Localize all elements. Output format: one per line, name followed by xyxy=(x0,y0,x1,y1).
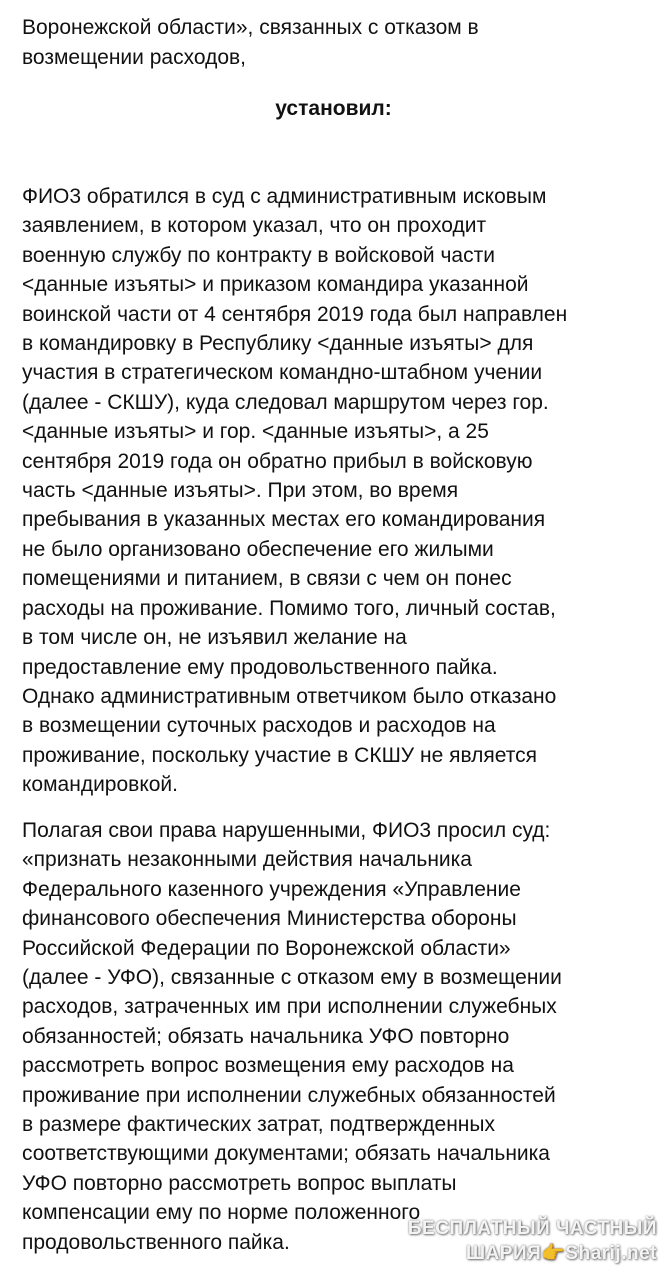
watermark-line: ШАРИЯ👉Sharij.net xyxy=(465,1243,657,1264)
text-line: (далее - УФО), связанные с отказом ему в возмещении xyxy=(22,966,562,990)
text-line: «признать незаконными действия начальника xyxy=(22,848,472,872)
text-line: командировкой. xyxy=(22,773,178,797)
text-line: <данные изъяты> и гор. <данные изъяты>, а 25 xyxy=(22,420,489,444)
text-line: Российской Федерации по Воронежской области» xyxy=(22,936,511,960)
section-heading: установил: xyxy=(275,97,392,120)
text-line: рассмотреть вопрос возмещения ему расходов на xyxy=(22,1054,514,1078)
text-line: возмещении расходов, xyxy=(22,45,246,69)
text-line: соответствующими документами; обязать начальника xyxy=(22,1142,550,1166)
text-line: помещениями и питанием, в связи с чем он понес xyxy=(22,567,512,591)
paragraph-claim xyxy=(22,182,652,800)
text-line: проживание при исполнении служебных обязанностей xyxy=(22,1083,556,1107)
text-line: (далее - СКШУ), куда следовал маршрутом через гор. xyxy=(22,390,549,414)
text-line: проживание, поскольку участие в СКШУ не является xyxy=(22,743,538,767)
text-line: часть <данные изъяты>. При этом, во время xyxy=(22,479,459,503)
text-line: финансового обеспечения Министерства обороны xyxy=(22,907,517,931)
text-line: предоставление ему продовольственного пайка. xyxy=(22,655,498,679)
text-line: расходы на проживание. Помимо того, личный состав, xyxy=(22,596,556,620)
text-line: заявлением, в котором указал, что он проходит xyxy=(22,214,487,238)
text-line: пребывания в указанных местах его командирования xyxy=(22,508,546,532)
text-line: <данные изъяты> и приказом командира указанной xyxy=(22,273,529,297)
text-line: в том числе он, не изъявил желание на xyxy=(22,626,407,650)
paragraph-request xyxy=(22,816,652,1257)
text-line: обязанностей; обязать начальника УФО повторно xyxy=(22,1024,510,1048)
text-line: продовольственного пайка. xyxy=(22,1230,290,1254)
text-line: в командировку в Республику <данные изъяты> для xyxy=(22,332,534,356)
text-line: в возмещении суточных расходов и расходов на xyxy=(22,714,496,738)
text-line: сентября 2019 года он обратно прибыл в войсковую xyxy=(22,449,533,473)
text-line: УФО повторно рассмотреть вопрос выплаты xyxy=(22,1171,457,1195)
text-line: военную службу по контракту в войсковой части xyxy=(22,243,495,267)
text-line: воинской части от 4 сентября 2019 года был направлен xyxy=(22,302,568,326)
text-line: компенсации ему по норме положенного xyxy=(22,1201,421,1225)
text-line: Однако административным ответчиком было отказано xyxy=(22,684,557,708)
top-text-fragment xyxy=(22,0,652,72)
text-line: Воронежской области», связанных с отказом в xyxy=(22,16,479,40)
partial-line xyxy=(22,0,652,13)
text-line: расходов, затраченных им при исполнении служебных xyxy=(22,995,557,1019)
text-line: ФИО3 обратился в суд с административным исковым xyxy=(22,185,547,208)
text-line: в размере фактических затрат, подтвержденных xyxy=(22,1113,495,1137)
text-line: не было организовано обеспечение его жилыми xyxy=(22,537,494,561)
text-line: Федерального казенного учреждения «Управление xyxy=(22,877,521,901)
text-line: Полагая свои права нарушенными, ФИО3 просил суд: xyxy=(22,819,551,842)
text-line: участия в стратегическом командно-штабном учении xyxy=(22,361,543,385)
watermark xyxy=(408,1216,657,1266)
watermark-line: БЕСПЛАТНЫЙ ЧАСТНЫЙ xyxy=(407,1218,657,1239)
